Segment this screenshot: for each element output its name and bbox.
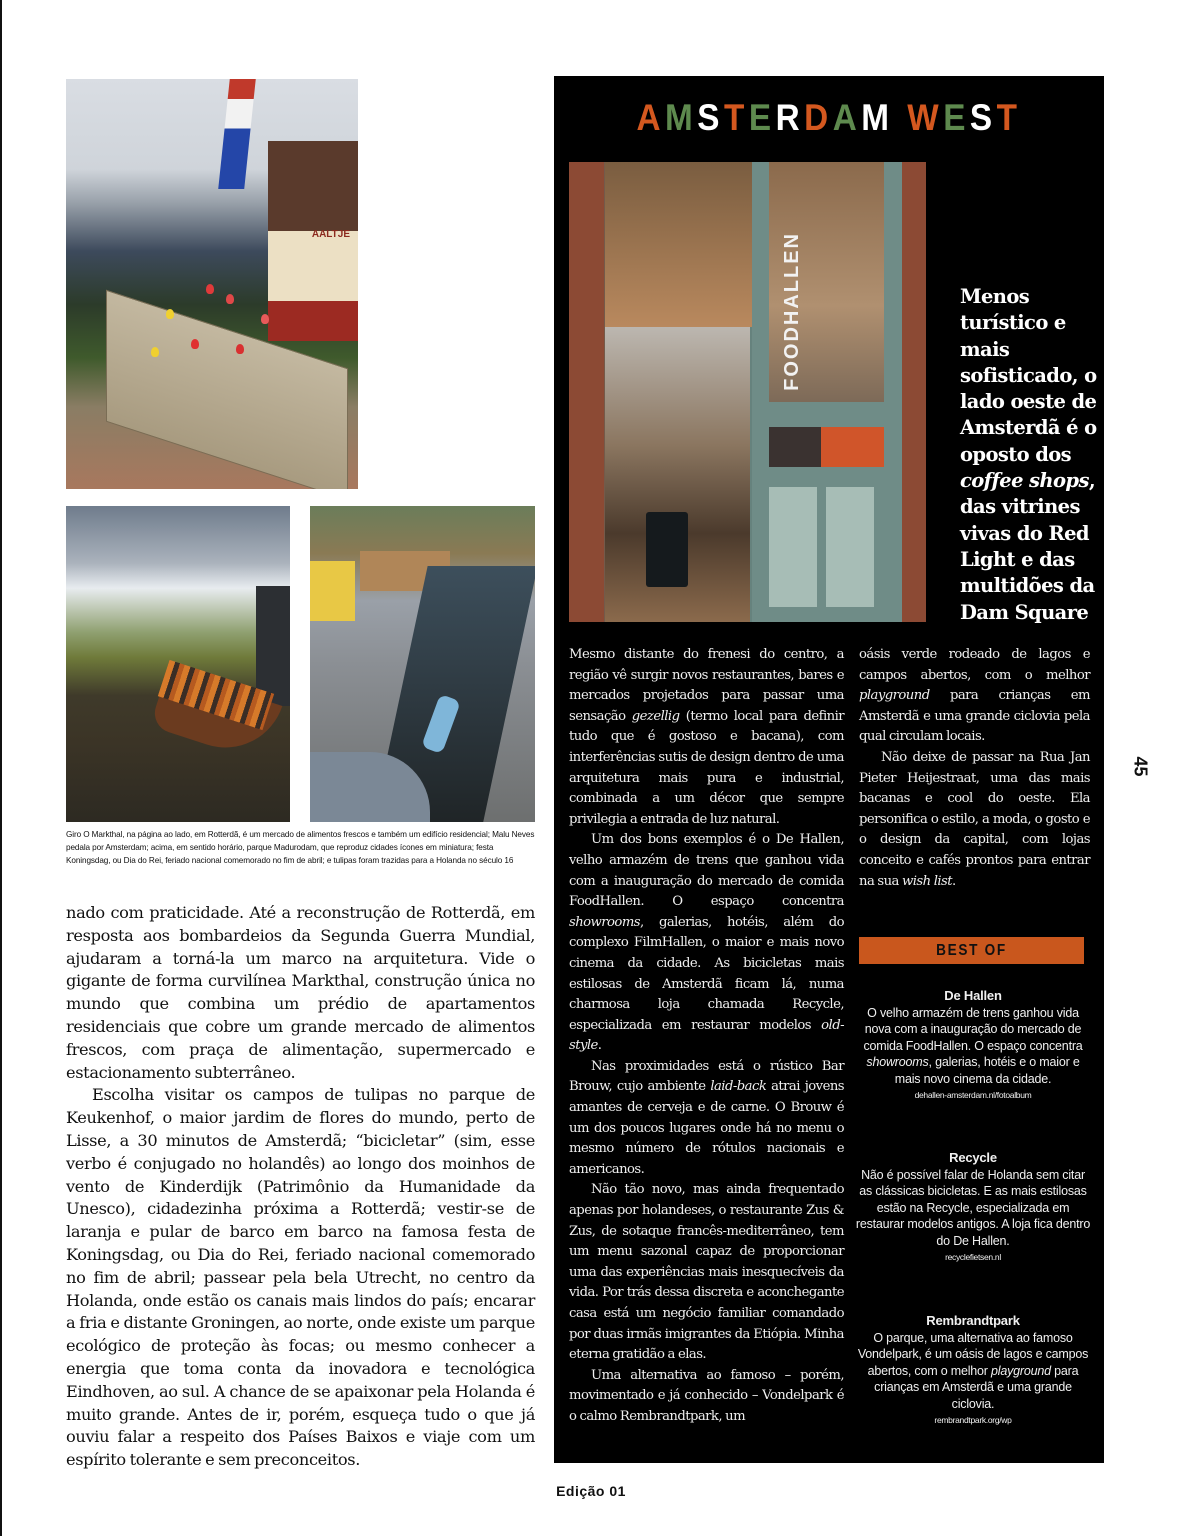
title-letter: S [697,97,725,138]
edition-footer: Edição 01 [556,1483,626,1499]
best-of-label: BEST OF [936,942,1007,959]
best-of-title: De Hallen [944,988,1002,1003]
tulip [236,344,244,354]
sidebar-column-a [569,645,844,1428]
title-letter: W [907,97,944,138]
best-of-title: Rembrandtpark [926,1313,1020,1328]
title-letter: A [832,97,862,138]
sidebar-paragraph: Não deixe de passar na Rua Jan Pieter Heijestraat, uma das mais bacanas e cool do oeste. Ela personifica o estilo, a moda, o gosto e o design da capital, com lojas conceito e cafés prontos para entrar na sua wish list. [859,749,1090,889]
barrel-table [646,512,688,587]
photo-foodhallen [569,162,926,622]
sidebar-paragraph: Nas proximidades está o rústico Bar Brouw, cujo ambiente laid-back atrai jovens amantes de cerveja e de carne. O Brouw é um dos poucos lugares onde há no menu o mesmo número de rótulos nacionais e americanos. [569,1058,844,1177]
best-of-italic: playground [991,1363,1051,1378]
title-letter: S [969,97,997,138]
title-letter: E [943,97,970,138]
page-edge-line [0,0,2,1536]
title-letter: E [748,97,776,138]
tulip [191,339,199,349]
best-of-text: para crianças em Amsterdã e uma grande ciclovia. [874,1363,1079,1411]
pull-quote-text: , das vitrines vivas do Red Light e das multidões da Dam Square [960,469,1096,624]
best-of-header [859,937,1084,964]
sidebar-paragraph: Um dos bons exemplos é o De Hallen, velho armazém de trens que ganhou vida com a inauguração do mercado de comida FoodHallen. O espaço concentra showrooms, galerias, hotéis, além do complexo FilmHallen, o maior e mais novo cinema da cidade. As bicicletas mais estilosas de Amsterdã ficam lá, numa charmosa loja chamada Recycle, especializada em restaurar modelos old-style. [569,832,844,1054]
best-of-item-de-hallen [855,988,1091,1103]
best-of-text: O parque, uma alternativa ao famoso Vondelpark, é um oásis de lagos e campos abertos, com o melhor [857,1330,1089,1378]
boat-name: AALTJE [311,229,350,240]
tulip [166,309,174,319]
pull-quote-text: Menos turístico e mais sofisticado, o lado oeste de Amsterdã é o oposto dos [960,285,1097,466]
title-letter [894,96,908,140]
best-of-title: Recycle [949,1150,997,1165]
building [256,586,290,706]
panel-title [582,96,1077,140]
best-of-italic: showrooms [866,1055,929,1069]
best-of-url[interactable]: dehallen-amsterdam.nl/fotoalbum [914,1090,1032,1100]
foodhallen-sign: FOODHALLEN [781,232,803,391]
best-of-url[interactable]: rembrandtpark.org/wp [934,1415,1012,1425]
best-of-text: Não é possível falar de Holanda sem citar as clássicas bicicletas. E as mais estilosas estão na Recycle, especializada em restaurar modelos antigos. A loja fica dentro do De Hallen. [855,1167,1091,1248]
pull-quote-italic: coffee shops [960,469,1089,493]
photo-canal-boat [66,506,290,822]
article-paragraph: nado com praticidade. Até a reconstrução de Rotterdã, em resposta aos bombardeios da Segunda Guerra Mundial, ajudaram a torná-la um marco na arquitetura. Vide o gigante de forma curvilínea Markthal, construção única no mundo que combina um prédio de apartamentos residenciais que cobre um grande mercado de alimentos frescos, com praça de alimentação, supermercado e estacionamento subterrâneo. [66,903,535,1082]
best-of-item-rembrandtpark [855,1313,1091,1428]
photo-madurodam [310,506,535,822]
door-panel [826,487,874,607]
best-of-text: , galerias, hotéis e o maior e mais novo cinema da cidade. [894,1055,1080,1086]
title-letter: M [861,97,894,138]
photo-caption: Giro O Markthal, na página ao lado, em Rotterdã, é um mercado de alimentos frescos e também um edifício residencial; Malu Neves pedala por Amsterdam; acima, em sentido horário, parque Madurodam, que reproduz cidades ícones em miniatura; festa Koningsdag, ou Dia do Rei, feriado nacional comemorado no fim de abril; e tulipas foram trazidas para a Holanda no século 16 [66,830,535,865]
best-of-url[interactable]: recyclefietsen.nl [945,1252,1001,1262]
sidebar-paragraph: oásis verde rodeado de lagos e campos abertos, com o melhor playground para crianças em Amsterdã e uma grande ciclovia pela qual circulam locais. [859,647,1090,745]
sidebar-paragraph: Mesmo distante do frenesi do centro, a região vê surgir novos restaurantes, bares e mercados projetados para passar uma sensação gezellig (termo local para definir tudo que é gostoso e bacana), com interferências sutis de design dentro de uma arquitetura mais pura e industrial, combinada a um décor que sempre privilegia a entrada de luz natural. [569,647,845,827]
tulip [226,294,234,304]
page-number: 45 [1130,756,1151,777]
main-article [66,902,535,1472]
pull-quote [960,284,1100,626]
best-of-text: O velho armazém de trens ganhou vida nova com a inauguração do mercado de comida FoodHallen. O espaço concentra [863,1005,1083,1053]
door-window [769,427,884,467]
tulip [206,284,214,294]
miniature-building [310,561,355,621]
title-letter: A [636,97,666,138]
title-letter: T [724,97,749,138]
best-of-item-recycle [855,1150,1091,1265]
photo-tulips [66,79,358,489]
door-panel [769,487,817,607]
title-letter: R [775,97,805,138]
sidebar-paragraph: Uma alternativa ao famoso – porém, movimentado e já conhecido – Vondelpark é o calmo Rembrandtpark, um [569,1367,844,1424]
sidebar-column-b [859,645,1090,892]
boat [268,141,358,341]
article-paragraph: Escolha visitar os campos de tulipas no parque de Keukenhof, o maior jardim de flores do mundo, perto de Lisse, a 30 minutos de Amsterdã; “bicicletar” (sim, esse verbo é conjugado no holandês) ao longo dos moinhos de vento de Kinderdijk (Patrimônio da Humanidade da Unesco), cidadezinha próxima a Rotterdã; vestir-se de laranja e pular de barco em barco na famosa festa de Koningsdag, ou Dia do Rei, feriado nacional comemorado no fim de abril; passear pela bela Utrecht, no centro da Holanda, onde estão os canais mais lindos do país; encarar a fria e distante Groningen, ao norte, onde existe um parque ecológico de proteção às focas; ou mesmo conhecer a energia que toma conta da inovadora e tecnológica Eindhoven, ao sul. A chance de se apaixonar pela Holanda é muito grande. Antes de ir, porém, esqueça tudo o que já ouviu falar a respeito dos Países Baixos e viaje com um espírito tolerante e sem preconceitos. [66,1085,535,1470]
tulip [151,347,159,357]
dutch-flag [218,79,256,189]
sidebar-paragraph: Não tão novo, mas ainda frequentado apenas por holandeses, o restaurante Zus & Zus, de sotaque francês-mediterrâneo, tem um menu sazonal capaz de proporcionar uma das experiências mais inesquecíveis da vida. Por trás dessa discreta e aconchegante casa está um negócio familiar comandado por duas irmãs imigrantes da Etiópia. Minha eterna gratidão a elas. [569,1182,844,1363]
title-letter: M [665,97,698,138]
title-letter: D [804,97,833,138]
tulip [261,314,269,324]
title-letter: T [996,97,1022,138]
